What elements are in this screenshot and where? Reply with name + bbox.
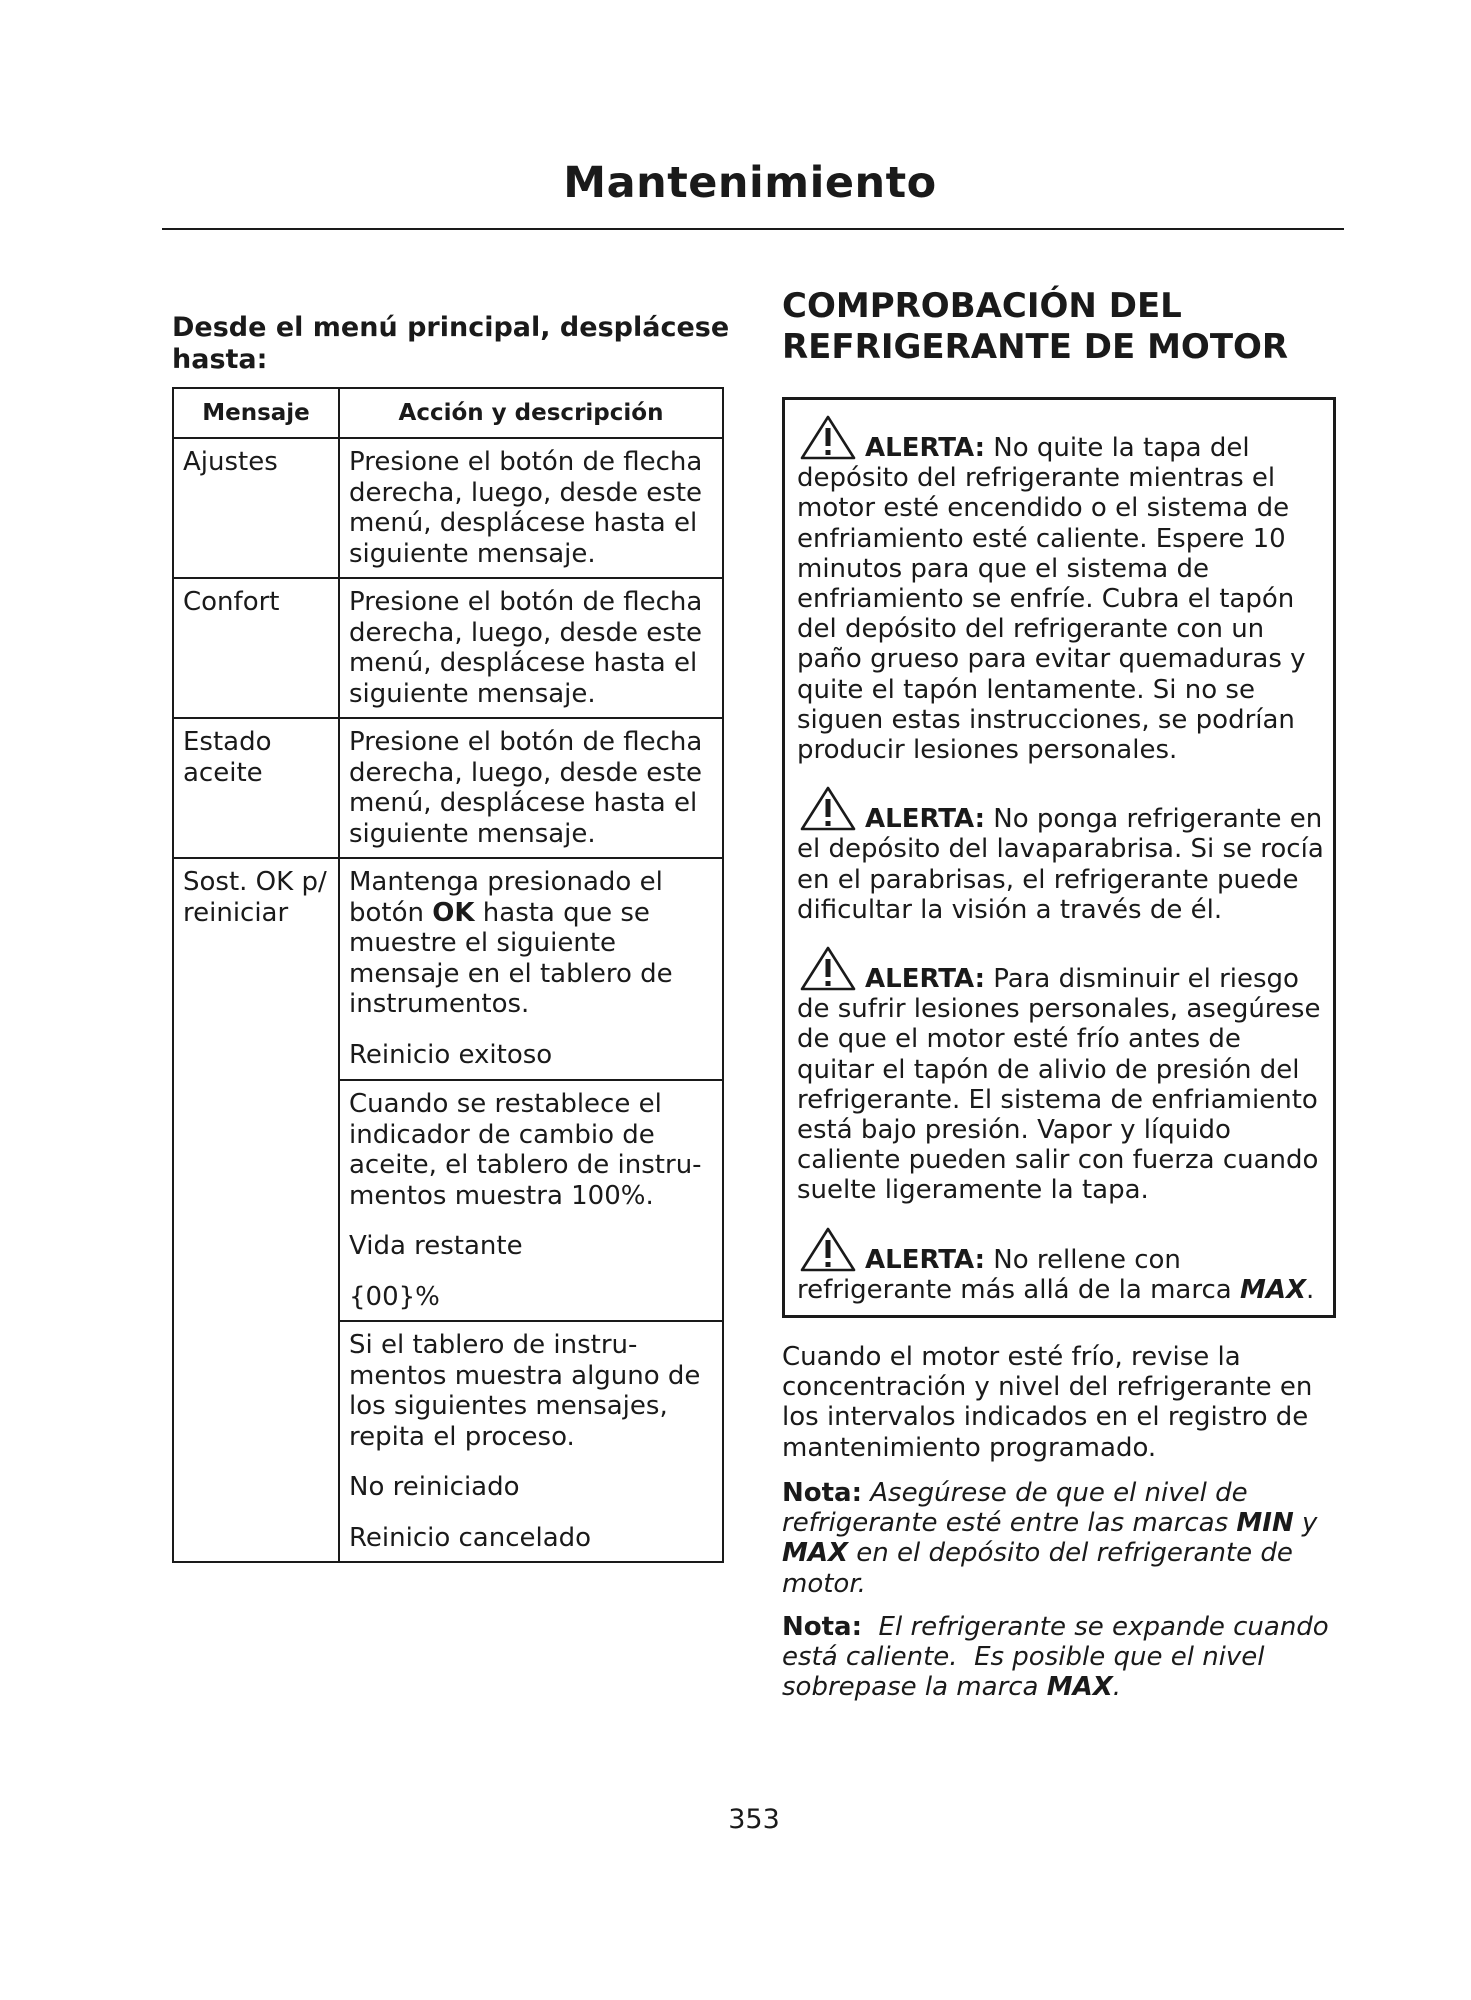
coolant-check-paragraph: Cuando el motor esté frío, revise la concentración y nivel del refrigerante en los intervalos indicados en el registro de mantenimiento programado.	[782, 1342, 1313, 1463]
warning-triangle-icon	[799, 945, 857, 991]
alert-paragraph: ALERTA: Para disminuir el riesgo de sufrir lesiones personales, asegúrese de que el motor esté frío antes de quitar el tapón de alivio de presión del refrigerante. El sistema de enfriamiento está bajo presión. Vapor y líquido caliente pueden salir con fuerza cuando suelte ligeramente la tapa.	[797, 945, 1325, 1206]
display-message: Reinicio exitoso	[349, 1039, 553, 1070]
title-divider	[162, 228, 1344, 230]
warning-box	[782, 397, 1336, 1318]
cell-message: Ajustes	[173, 438, 339, 578]
display-message: No reiniciado	[349, 1472, 520, 1502]
display-message: Reinicio cancelado	[349, 1522, 592, 1553]
cell-action: Presione el botón de flecha derecha, luego, desde este menú, desplácese hasta el siguiente mensaje.	[339, 438, 723, 578]
cell-action: Presione el botón de flecha derecha, luego, desde este menú, desplácese hasta el siguiente mensaje.	[339, 578, 723, 718]
menu-table	[172, 387, 724, 1563]
cell-action: Presione el botón de flecha derecha, luego, desde este menú, desplácese hasta el siguiente mensaje.	[339, 718, 723, 858]
display-message: {00}%	[349, 1281, 440, 1312]
warning-triangle-icon	[799, 785, 857, 831]
cell-message: Estado aceite	[173, 718, 339, 858]
action-text: Mantenga presionado el botón OK hasta que se muestre el siguiente mensaje en el tablero de instrumentos.	[349, 867, 673, 1019]
action-text: Cuando se restablece el indicador de cambio de aceite, el tablero de instru-mentos muestra 100%.	[349, 1089, 702, 1211]
page-number: 353	[728, 1804, 780, 1835]
note-paragraph: Nota: Asegúrese de que el nivel de refrigerante esté entre las marcas MIN y MAX en el depósito del refrigerante de motor.	[782, 1478, 1318, 1599]
column-header-message: Mensaje	[173, 388, 339, 438]
cell-message: Sost. OK p/ reiniciar	[173, 858, 339, 1562]
table-row	[173, 438, 723, 578]
table-row	[173, 718, 723, 858]
action-text: Si el tablero de instru-mentos muestra alguno de los siguientes mensajes, repita el proceso.	[349, 1330, 701, 1452]
alert-paragraph: ALERTA: No quite la tapa del depósito del refrigerante mientras el motor esté encendido o el sistema de enfriamiento esté caliente. Espere 10 minutos para que el sistema de enfriamiento se enfríe. Cubra el tapón del depósito del refrigerante con un paño grueso para evitar quemaduras y quite el tapón lentamente. Si no se siguen estas instrucciones, se podrían producir lesiones personales.	[797, 414, 1325, 765]
alert-paragraph: ALERTA: No ponga refrigerante en el depósito del lavaparabrisa. Si se rocía en el parabrisas, el refrigerante puede dificultar la visión a través de él.	[797, 785, 1325, 925]
cell-action	[339, 1321, 723, 1562]
display-message: Vida restante	[349, 1231, 523, 1261]
table-row	[173, 578, 723, 718]
cell-message: Confort	[173, 578, 339, 718]
section-heading: COMPROBACIÓN DEL REFRIGERANTE DE MOTOR	[782, 286, 1289, 367]
page-title: Mantenimiento	[563, 158, 937, 208]
table-header-row	[173, 388, 723, 438]
cell-action	[339, 1080, 723, 1321]
note-paragraph: Nota: El refrigerante se expande cuando está caliente. Es posible que el nivel sobrepase la marca MAX.	[782, 1612, 1337, 1703]
column-header-action: Acción y descripción	[339, 388, 723, 438]
warning-triangle-icon	[799, 1226, 857, 1272]
warning-triangle-icon	[799, 414, 857, 460]
menu-intro: Desde el menú principal, desplácese hasta:	[172, 312, 730, 375]
alert-paragraph: ALERTA: No rellene con refrigerante más allá de la marca MAX.	[797, 1226, 1325, 1305]
cell-action	[339, 858, 723, 1080]
table-row	[173, 858, 723, 1080]
